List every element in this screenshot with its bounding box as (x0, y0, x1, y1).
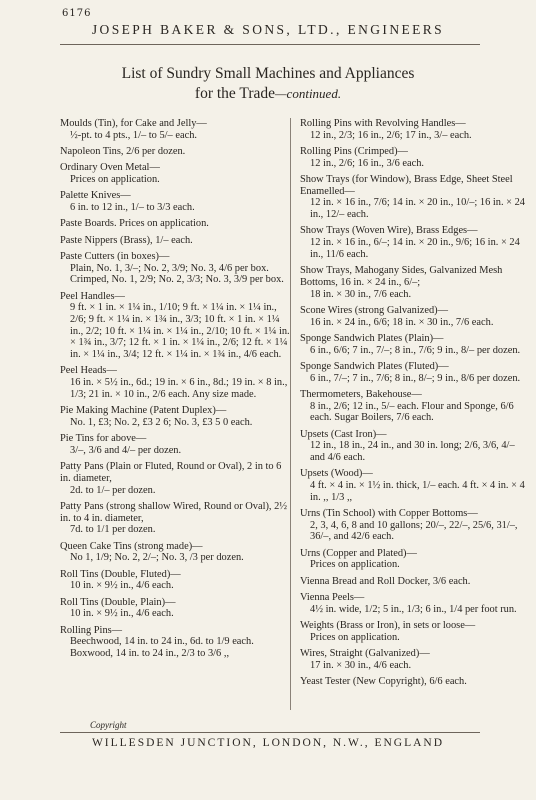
catalogue-entry (60, 365, 292, 400)
catalogue-entry (300, 620, 532, 643)
entry-name: Vienna Bread and Roll Docker, 3/6 each. (300, 575, 471, 587)
entry-name: Show Trays (Woven Wire), Brass Edges— (300, 225, 478, 237)
catalogue-entry (60, 569, 292, 592)
entry-detail: 10 in. × 9½ in., 4/6 each. (70, 608, 174, 620)
catalogue-entry (60, 218, 292, 230)
entry-detail: 12 in., 2/6; 16 in., 3/6 each. (310, 157, 424, 169)
entry-detail: 2, 3, 4, 6, 8 and 10 gallons; 20/–, 22/–, 25/6, 31/–, 36/–, and 42/6 each. (310, 519, 518, 543)
entry-detail: 12 in., 2/3; 16 in., 2/6; 17 in., 3/– each. (310, 129, 472, 141)
catalogue-entry (60, 118, 292, 141)
catalogue-entry (300, 118, 532, 141)
catalogue-entry (60, 190, 292, 213)
entry-detail: 12 in. × 16 in., 6/–; 14 in. × 20 in., 9/6; 16 in. × 24 in., 11/6 each. (310, 237, 520, 260)
entry-name: Urns (Tin School) with Copper Bottoms— (300, 507, 478, 519)
entry-name: Rolling Pins— (60, 624, 123, 636)
entry-detail: 12 in., 18 in., 24 in., and 30 in. long; 2/6, 3/6, 4/– and 4/6 each. (310, 440, 515, 463)
entry-detail: 4 ft. × 4 in. × 1½ in. thick, 1/– each. 4 ft. × 4 in. × 4 in. ,, 1/3 ,, (310, 479, 525, 503)
catalogue-entry (300, 429, 532, 464)
title-line-2 (0, 84, 536, 104)
catalogue-entry (60, 291, 292, 361)
footer-address: WILLESDEN JUNCTION, LONDON, N.W., ENGLAND (91, 737, 445, 749)
entry-name: Urns (Copper and Plated)— (300, 547, 417, 559)
entry-detail: No 1, 1/9; No. 2, 2/–; No. 3, /3 per dozen. (70, 552, 244, 564)
entry-name: Wires, Straight (Galvanized)— (300, 647, 430, 659)
copyright-note: Copyright (90, 720, 127, 730)
entry-name: Paste Nippers (Brass), 1/– each. (60, 234, 193, 246)
entry-detail: Prices on application. (310, 559, 400, 571)
entry-detail: 18 in. × 30 in., 7/6 each. (310, 288, 412, 300)
entry-name: Sponge Sandwich Plates (Plain)— (300, 332, 444, 344)
entry-name: Sponge Sandwich Plates (Fluted)— (300, 360, 449, 372)
entry-name: Palette Knives— (60, 190, 131, 202)
page-title (0, 64, 536, 104)
entry-name: Napoleon Tins, 2/6 per dozen. (60, 146, 186, 157)
entry-detail: 6 in., 6/6; 7 in., 7/–; 8 in., 7/6; 9 in., 8/– per dozen. (310, 344, 521, 356)
catalogue-entry (300, 468, 532, 503)
entry-name: Upsets (Wood)— (300, 468, 373, 480)
catalogue-entry (60, 146, 292, 158)
catalogue-entry (300, 592, 532, 615)
entry-name: Peel Heads— (60, 365, 117, 377)
catalogue-entry (60, 625, 292, 660)
entry-name: Paste Boards. Prices on application. (60, 218, 209, 230)
entry-detail: 2d. to 1/– per dozen. (70, 484, 156, 496)
title-continued: —continued. (275, 86, 342, 101)
entry-name: Yeast Tester (New Copyright), 6/6 each. (300, 675, 467, 687)
catalogue-entry (300, 576, 532, 588)
column-divider (290, 118, 291, 710)
entry-name: Queen Cake Tins (strong made)— (60, 540, 203, 552)
entry-name: Show Trays (for Window), Brass Edge, Sheet Steel Enamelled— (300, 174, 513, 197)
entry-name: Moulds (Tin), for Cake and Jelly— (60, 118, 207, 129)
entry-detail: Plain, No. 1, 3/–; No. 2, 3/9; No. 3, 4/6 per box. Crimped, No. 1, 2/9; No. 2, 3/3; No. 3, 3/9 per box. (70, 262, 284, 286)
entry-detail: ½-pt. to 4 pts., 1/– to 5/– each. (70, 129, 197, 141)
page-number: 6176 (62, 8, 92, 19)
entry-detail: 4½ in. wide, 1/2; 5 in., 1/3; 6 in., 1/4 per foot run. (310, 603, 517, 615)
catalogue-entry (60, 405, 292, 428)
entry-name: Thermometers, Bakehouse— (300, 388, 422, 400)
entry-name: Rolling Pins (Crimped)— (300, 146, 408, 157)
catalogue-entry (300, 305, 532, 328)
entry-name: Rolling Pins with Revolving Handles— (300, 118, 466, 129)
title-line-1: List of Sundry Small Machines and Appliances (121, 65, 415, 82)
entry-name: Roll Tins (Double, Fluted)— (60, 568, 181, 580)
entry-detail: 16 in. × 5½ in., 6d.; 19 in. × 6 in., 8d.; 19 in. × 8 in., 1/3; 21 in. × 10 in., 2/6 each. Any size made. (70, 377, 288, 400)
catalogue-entry (60, 461, 292, 496)
title-line-2-text: for the Trade (194, 85, 275, 102)
catalogue-entry (300, 648, 532, 671)
catalogue-entry (300, 361, 532, 384)
entry-detail: 7d. to 1/1 per dozen. (70, 524, 156, 536)
entry-name: Paste Cutters (in boxes)— (60, 250, 170, 262)
catalogue-entry (60, 597, 292, 620)
header-rule (60, 44, 480, 45)
entry-detail: 3/–, 3/6 and 4/– per dozen. (70, 444, 182, 456)
catalogue-entry (300, 333, 532, 356)
entry-detail: 17 in. × 30 in., 4/6 each. (310, 659, 412, 671)
catalogue-entry (300, 389, 532, 424)
catalogue-entry (300, 225, 532, 260)
catalogue-entry (60, 162, 292, 185)
entry-detail: 10 in. × 9½ in., 4/6 each. (70, 580, 174, 592)
catalogue-entry (300, 676, 532, 688)
catalogue-entry (300, 174, 532, 221)
left-column (60, 118, 292, 664)
entry-detail: 9 ft. × 1 in. × 1¼ in., 1/10; 9 ft. × 1¼ in. × 1¼ in., 2/6; 9 ft. × 1¼ in. × 1¾ in., 3/3; 10 ft. × 1 in. × 1¼ in., 2/2; 10 ft. × 1¼ in. × 1¼ in., 2/10; 10 ft. × 1¼ in. × 1¾ in., 3/7; 12 ft. × 1 in. × 1¼ in., 2/6; 12 ft. × 1¼ in. × 1¼ in., 3/4; 12 ft. × 1¼ in. × 1¾ in., 4/6 each. (70, 302, 290, 361)
entry-name: Upsets (Cast Iron)— (300, 428, 387, 440)
catalogue-entry (300, 146, 532, 169)
entry-name: Patty Pans (strong shallow Wired, Round or Oval), 2½ in. to 4 in. diameter, (60, 500, 288, 524)
entry-detail: 12 in. × 16 in., 7/6; 14 in. × 20 in., 10/–; 16 in. × 24 in., 12/– each. (310, 197, 526, 221)
catalogue-entry (300, 548, 532, 571)
catalogue-entry (60, 501, 292, 536)
entry-name: Patty Pans (Plain or Fluted, Round or Oval), 2 in to 6 in. diameter, (60, 461, 282, 484)
entry-name: Roll Tins (Double, Plain)— (60, 596, 176, 608)
entry-name: Scone Wires (strong Galvanized)— (300, 304, 448, 316)
right-column (300, 118, 532, 692)
catalogue-entry (300, 508, 532, 543)
catalogue-entry (60, 251, 292, 286)
entry-name: Pie Making Machine (Patent Duplex)— (60, 405, 227, 417)
entry-name: Vienna Peels— (300, 591, 365, 603)
entry-name: Show Trays, Mahogany Sides, Galvanized Mesh Bottoms, 16 in. × 24 in., 6/–; (300, 265, 503, 288)
entry-detail: 16 in. × 24 in., 6/6; 18 in. × 30 in., 7/6 each. (310, 316, 494, 328)
catalogue-entry (60, 235, 292, 247)
catalogue-entry (60, 433, 292, 456)
entry-name: Ordinary Oven Metal— (60, 162, 160, 174)
catalogue-entry (60, 541, 292, 564)
entry-name: Peel Handles— (60, 290, 125, 302)
entry-name: Weights (Brass or Iron), in sets or loose— (300, 619, 476, 631)
entry-name: Pie Tins for above— (60, 433, 147, 445)
entry-detail: Beechwood, 14 in. to 24 in., 6d. to 1/9 each. Boxwood, 14 in. to 24 in., 2/3 to 3/6 ,, (70, 636, 254, 659)
company-header: JOSEPH BAKER & SONS, LTD., ENGINEERS (91, 22, 445, 37)
footer-rule (60, 732, 480, 733)
entry-detail: Prices on application. (310, 631, 400, 643)
entry-detail: No. 1, £3; No. 2, £3 2 6; No. 3, £3 5 0 each. (70, 416, 253, 428)
entry-detail: Prices on application. (70, 174, 160, 185)
entry-detail: 8 in., 2/6; 12 in., 5/– each. Flour and Sponge, 6/6 each. Sugar Boilers, 7/6 each. (310, 400, 514, 424)
entry-detail: 6 in. to 12 in., 1/– to 3/3 each. (70, 202, 195, 213)
catalogue-entry (300, 265, 532, 300)
entry-detail: 6 in., 7/–; 7 in., 7/6; 8 in., 8/–; 9 in., 8/6 per dozen. (310, 372, 521, 384)
